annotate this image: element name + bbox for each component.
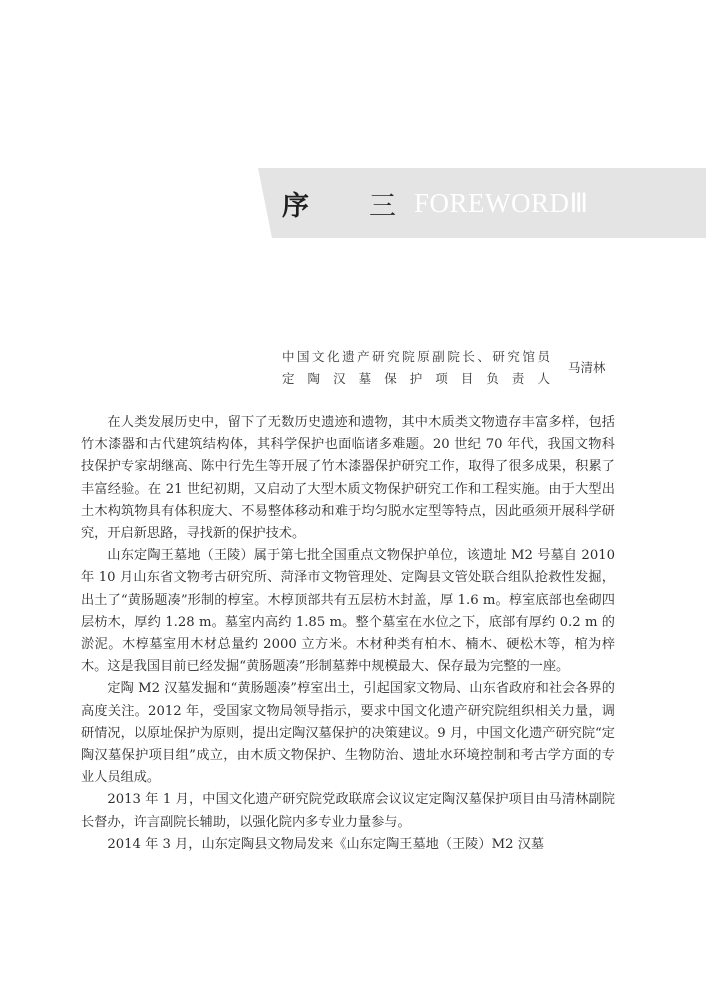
paragraph: 山东定陶王墓地（王陵）属于第七批全国重点文物保护单位，该遗址 M2 号墓自 2010 年 10 月山东省文物考古研究所、菏泽市文物管理处、定陶县文管处联合组队抢救性发掘，出土了“黄肠题凑”形制的椁室。木椁顶部共有五层枋木封盖，厚 1.6 m。椁室底部也垒砌四层枋木，厚约 1.28 m。墓室内高约 1.85 m。整个墓室在水位之下，底部有厚约 0.2 m 的淤泥。木椁墓室用木材总量约 2000 立方米。木材种类有柏木、楠木、硬松木等，棺为梓木。这是我国目前已经发掘“黄肠题凑”形制墓葬中规模最大、保存最为完整的一座。 bbox=[81, 548, 615, 675]
heading-xu: 序 bbox=[282, 190, 309, 222]
author-name: 马清林 bbox=[568, 360, 606, 375]
paragraph: 2013 年 1 月，中国文化遗产研究院党政联席会议议定定陶汉墓保护项目由马清林副院长督办，许言副院长辅助，以强化院内多专业力量参与。 bbox=[81, 792, 615, 830]
paragraph: 定陶 M2 汉墓发掘和“黄肠题凑”椁室出土，引起国家文物局、山东省政府和社会各界的高度关注。2012 年，受国家文物局领导指示，要求中国文化遗产研究院组织相关力量，调研情况，以原址保护为原则，提出定陶汉墓保护的决策建议。9 月，中国文化遗产研究院“定陶汉墓保护项目组”成立，由木质文物保护、生物防治、遗址水环境控制和考古学方面的专业人员组成。 bbox=[81, 681, 615, 786]
author-title-line: 中国文化遗产研究院原副院长、研究馆员 bbox=[282, 349, 550, 364]
author-role-line: 定陶汉墓保护项目负责人 bbox=[282, 371, 550, 386]
paragraph: 在人类发展历史中，留下了无数历史遗迹和遗物，其中木质类文物遗存丰富多样，包括竹木漆器和古代建筑结构体，其科学保护也面临诸多难题。20 世纪 70 年代，我国文物科技保护专家胡继高、陈中行先生等开展了竹木漆器保护研究工作，取得了很多成果，积累了丰富经验。在 21 世纪初期，又启动了大型木质文物保护研究工作和工程实施。由于大型出土木构筑物具有体积庞大、不易整体移动和难于均匀脱水定型等特点，因此亟须开展科学研究，开启新思路，寻找新的保护技术。 bbox=[81, 415, 615, 542]
foreword-heading bbox=[282, 168, 589, 238]
heading-english: FOREWORDⅢ bbox=[414, 187, 589, 218]
author-block bbox=[282, 346, 612, 390]
heading-san: 三 bbox=[369, 190, 396, 222]
paragraph: 2014 年 3 月，山东定陶县文物局发来《山东定陶王墓地（王陵）M2 汉墓 bbox=[107, 836, 545, 852]
foreword-body bbox=[81, 412, 615, 856]
